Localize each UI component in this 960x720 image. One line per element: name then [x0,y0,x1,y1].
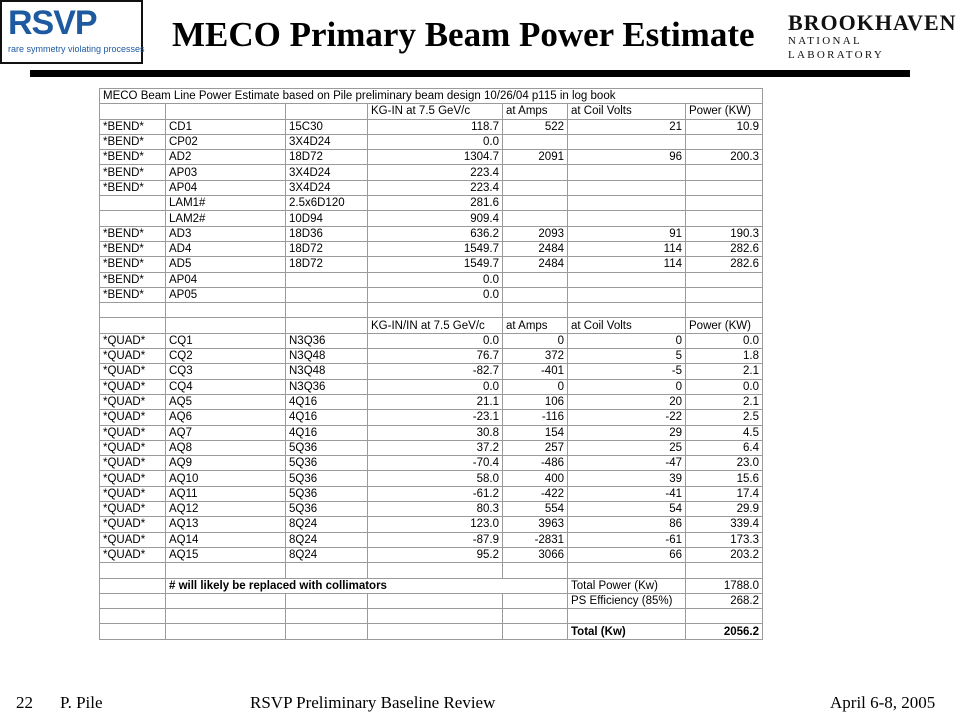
table-cell [686,609,763,624]
table-cell: 554 [503,502,568,517]
table-cell: CQ3 [166,364,286,379]
table-cell: 1549.7 [368,257,503,272]
table-cell: 123.0 [368,517,503,532]
table-cell: 372 [503,349,568,364]
table-cell: 106 [503,394,568,409]
table-cell: AQ7 [166,425,286,440]
table-cell: 95.2 [368,547,503,562]
spreadsheet-body [100,89,763,640]
table-cell: 29.9 [686,502,763,517]
table-cell: LAM2# [166,211,286,226]
table-cell: 25 [568,440,686,455]
table-cell: 3X4D24 [286,180,368,195]
table-cell: 86 [568,517,686,532]
table-cell [686,134,763,149]
table-cell: *QUAD* [100,440,166,455]
quad-magnet-row [100,502,763,517]
table-cell: AQ9 [166,456,286,471]
table-cell: 203.2 [686,547,763,562]
table-cell: 30.8 [368,425,503,440]
table-cell: 0 [568,333,686,348]
table-cell: 114 [568,257,686,272]
table-cell [100,578,166,593]
table-cell [286,624,368,639]
table-cell: 223.4 [368,165,503,180]
table-cell [503,303,568,318]
bnl-logo-name: BROOKHAVEN [788,10,957,35]
bend-magnet-row [100,165,763,180]
table-cell: 5Q36 [286,440,368,455]
quad-magnet-row [100,364,763,379]
bend-magnet-row [100,119,763,134]
table-cell: N3Q36 [286,333,368,348]
table-cell [568,211,686,226]
table-cell [100,211,166,226]
bend-magnet-row [100,257,763,272]
table-cell: *QUAD* [100,517,166,532]
table-cell [368,609,503,624]
table-cell [568,134,686,149]
table-cell: -23.1 [368,410,503,425]
grand-total-label: Total (Kw) [568,624,686,639]
table-cell: AQ5 [166,394,286,409]
table-cell: CD1 [166,119,286,134]
table-cell: 21.1 [368,394,503,409]
quad-magnet-row [100,486,763,501]
table-cell: CP02 [166,134,286,149]
table-cell [503,196,568,211]
quad-magnet-row [100,394,763,409]
table-cell [503,134,568,149]
table-cell: 96 [568,150,686,165]
table-cell: 76.7 [368,349,503,364]
table-cell: *BEND* [100,257,166,272]
summary-row [100,593,763,608]
quad-magnet-row [100,440,763,455]
table-cell: 0.0 [686,333,763,348]
table-cell: 281.6 [368,196,503,211]
table-cell [166,624,286,639]
table-cell: 909.4 [368,211,503,226]
quad-magnet-row [100,547,763,562]
table-cell: 118.7 [368,119,503,134]
bend-magnet-row [100,272,763,287]
table-cell [686,287,763,302]
table-cell: 15C30 [286,119,368,134]
footer-slide-number: 22 [16,693,33,712]
table-cell: 21 [568,119,686,134]
table-cell: 3963 [503,517,568,532]
table-cell [100,624,166,639]
total-power-label: Total Power (Kw) [568,578,686,593]
column-header: KG-IN at 7.5 GeV/c [368,104,503,119]
table-cell: *BEND* [100,165,166,180]
table-cell: 3X4D24 [286,165,368,180]
table-cell: 5 [568,349,686,364]
table-cell [286,303,368,318]
quad-magnet-row [100,456,763,471]
table-cell: 0 [568,379,686,394]
table-cell [100,593,166,608]
footer-author: P. Pile [60,693,103,712]
rsvp-logo-tagline: rare symmetry violating processes [8,44,145,54]
table-cell: AQ12 [166,502,286,517]
table-cell: *BEND* [100,272,166,287]
table-cell [100,303,166,318]
table-cell [503,272,568,287]
table-cell: *QUAD* [100,502,166,517]
table-cell: 3066 [503,547,568,562]
table-cell: AQ15 [166,547,286,562]
table-cell: N3Q36 [286,379,368,394]
table-cell: *QUAD* [100,456,166,471]
table-cell: -401 [503,364,568,379]
column-header [166,104,286,119]
table-cell: 8Q24 [286,517,368,532]
table-cell [686,196,763,211]
table-cell: CQ4 [166,379,286,394]
table-cell: AQ14 [166,532,286,547]
table-cell [686,165,763,180]
table-cell: 8Q24 [286,532,368,547]
column-header: Power (KW) [686,104,763,119]
table-cell: 339.4 [686,517,763,532]
table-cell: 17.4 [686,486,763,501]
table-cell: 0.0 [368,333,503,348]
table-cell: 2.5x6D120 [286,196,368,211]
table-cell [568,563,686,578]
table-cell: AP05 [166,287,286,302]
quad-magnet-row [100,410,763,425]
table-cell: -5 [568,364,686,379]
quad-magnet-row [100,517,763,532]
table-cell: *BEND* [100,119,166,134]
table-cell: 2.5 [686,410,763,425]
table-cell [503,287,568,302]
header-row [100,318,763,333]
table-cell: AQ8 [166,440,286,455]
quad-magnet-row [100,379,763,394]
bend-magnet-row [100,211,763,226]
total-row [100,624,763,639]
empty-row [100,609,763,624]
table-cell: 39 [568,471,686,486]
column-header: at Amps [503,104,568,119]
table-cell: 54 [568,502,686,517]
table-cell: 1.8 [686,349,763,364]
table-cell: 522 [503,119,568,134]
table-cell: -70.4 [368,456,503,471]
table-cell: 18D72 [286,150,368,165]
table-cell [100,563,166,578]
rsvp-logo [0,0,143,64]
table-cell [568,180,686,195]
table-cell: 257 [503,440,568,455]
table-cell: 282.6 [686,241,763,256]
table-cell: 3X4D24 [286,134,368,149]
table-cell [686,272,763,287]
quad-magnet-row [100,349,763,364]
column-header: at Coil Volts [568,104,686,119]
table-cell: CQ1 [166,333,286,348]
table-cell [368,563,503,578]
table-cell: AP04 [166,272,286,287]
table-cell [100,196,166,211]
bend-magnet-row [100,287,763,302]
table-cell: AD3 [166,226,286,241]
ps-efficiency-value: 268.2 [686,593,763,608]
table-cell: 0 [503,333,568,348]
table-cell: *QUAD* [100,379,166,394]
note-row [100,578,763,593]
table-cell: -61.2 [368,486,503,501]
table-cell: *QUAD* [100,547,166,562]
column-header: Power (KW) [686,318,763,333]
bend-magnet-row [100,150,763,165]
table-cell: CQ2 [166,349,286,364]
table-cell: AP03 [166,165,286,180]
sheet-caption: MECO Beam Line Power Estimate based on Pile preliminary beam design 10/26/04 p115 in log book [100,89,763,104]
table-cell [166,593,286,608]
table-cell: 29 [568,425,686,440]
table-cell: *QUAD* [100,410,166,425]
table-cell [503,563,568,578]
table-cell: 18D36 [286,226,368,241]
table-cell: *BEND* [100,241,166,256]
table-cell: N3Q48 [286,364,368,379]
table-cell: 0.0 [686,379,763,394]
header-row [100,104,763,119]
table-cell: 636.2 [368,226,503,241]
table-cell: 18D72 [286,257,368,272]
table-cell: 37.2 [368,440,503,455]
column-header: at Amps [503,318,568,333]
column-header [286,104,368,119]
bend-magnet-row [100,134,763,149]
table-cell [286,609,368,624]
column-header [100,318,166,333]
title-divider [30,70,910,77]
table-cell [368,624,503,639]
grand-total-value: 2056.2 [686,624,763,639]
table-cell [686,303,763,318]
table-cell: -47 [568,456,686,471]
table-cell: -61 [568,532,686,547]
table-cell [568,196,686,211]
table-cell: *BEND* [100,226,166,241]
table-cell: 80.3 [368,502,503,517]
footer-event: RSVP Preliminary Baseline Review [250,693,496,712]
table-cell: 173.3 [686,532,763,547]
table-cell: AP04 [166,180,286,195]
table-cell [166,563,286,578]
table-cell: 2.1 [686,394,763,409]
table-cell: 1304.7 [368,150,503,165]
table-cell: 1549.7 [368,241,503,256]
table-cell: AQ10 [166,471,286,486]
bend-magnet-row [100,180,763,195]
empty-row [100,303,763,318]
table-cell: 20 [568,394,686,409]
ps-efficiency-label: PS Efficiency (85%) [568,593,686,608]
table-cell: 2.1 [686,364,763,379]
table-cell: 5Q36 [286,456,368,471]
table-cell [686,211,763,226]
table-cell: 0.0 [368,379,503,394]
table-cell: 58.0 [368,471,503,486]
table-cell: -82.7 [368,364,503,379]
table-cell [166,609,286,624]
table-cell: 5Q36 [286,486,368,501]
empty-row [100,563,763,578]
table-cell: *QUAD* [100,471,166,486]
table-cell: 0.0 [368,134,503,149]
table-cell: -2831 [503,532,568,547]
table-cell: AD2 [166,150,286,165]
table-cell: -422 [503,486,568,501]
table-cell: LAM1# [166,196,286,211]
table-cell: 23.0 [686,456,763,471]
bend-magnet-row [100,196,763,211]
table-cell: 8Q24 [286,547,368,562]
bnl-logo [788,10,958,61]
table-cell: 66 [568,547,686,562]
quad-magnet-row [100,471,763,486]
table-cell: 190.3 [686,226,763,241]
table-cell [503,593,568,608]
table-cell: 18D72 [286,241,368,256]
table-cell: 154 [503,425,568,440]
table-cell: -41 [568,486,686,501]
table-cell [568,287,686,302]
table-cell: 0.0 [368,272,503,287]
table-cell: 114 [568,241,686,256]
column-header: at Coil Volts [568,318,686,333]
table-cell: 223.4 [368,180,503,195]
table-cell: *BEND* [100,180,166,195]
table-cell [166,303,286,318]
table-cell: AD4 [166,241,286,256]
table-cell: AQ6 [166,410,286,425]
bend-magnet-row [100,241,763,256]
table-cell [568,609,686,624]
table-cell: *QUAD* [100,425,166,440]
table-cell [286,287,368,302]
table-cell: 2093 [503,226,568,241]
table-cell: 10.9 [686,119,763,134]
bend-magnet-row [100,226,763,241]
table-cell [100,609,166,624]
table-cell: 2091 [503,150,568,165]
table-cell: -87.9 [368,532,503,547]
table-cell [686,180,763,195]
table-cell: 200.3 [686,150,763,165]
power-estimate-spreadsheet [99,88,763,640]
table-cell: *BEND* [100,150,166,165]
table-cell: *QUAD* [100,333,166,348]
table-cell [286,272,368,287]
footer-date: April 6-8, 2005 [830,693,936,712]
table-cell: N3Q48 [286,349,368,364]
table-cell [503,211,568,226]
column-header [286,318,368,333]
table-cell: 91 [568,226,686,241]
table-cell [368,593,503,608]
table-cell: 5Q36 [286,471,368,486]
table-cell: 282.6 [686,257,763,272]
table-cell [503,165,568,180]
column-header [100,104,166,119]
table-cell: *QUAD* [100,486,166,501]
table-cell: 2484 [503,257,568,272]
table-cell [568,165,686,180]
table-cell: 0.0 [368,287,503,302]
table-cell: *QUAD* [100,532,166,547]
column-header: KG-IN/IN at 7.5 GeV/c [368,318,503,333]
quad-magnet-row [100,532,763,547]
table-cell: 5Q36 [286,502,368,517]
table-cell [286,593,368,608]
table-cell: 4Q16 [286,410,368,425]
caption-row [100,89,763,104]
table-cell [568,303,686,318]
table-cell: 4Q16 [286,394,368,409]
quad-magnet-row [100,425,763,440]
table-cell: 2484 [503,241,568,256]
table-cell: *QUAD* [100,394,166,409]
table-cell: AQ13 [166,517,286,532]
table-cell: *BEND* [100,287,166,302]
table-cell: *QUAD* [100,364,166,379]
table-cell [286,563,368,578]
table-cell: 4Q16 [286,425,368,440]
table-cell [503,609,568,624]
total-power-value: 1788.0 [686,578,763,593]
column-header [166,318,286,333]
table-cell [368,303,503,318]
table-cell [503,180,568,195]
table-cell: 4.5 [686,425,763,440]
table-cell: 400 [503,471,568,486]
slide-title: MECO Primary Beam Power Estimate [172,15,755,54]
table-cell: AQ11 [166,486,286,501]
table-cell: -22 [568,410,686,425]
table-cell [568,272,686,287]
table-cell: -486 [503,456,568,471]
table-cell: *BEND* [100,134,166,149]
table-cell: -116 [503,410,568,425]
table-cell: 10D94 [286,211,368,226]
table-cell: *QUAD* [100,349,166,364]
table-cell: AD5 [166,257,286,272]
rsvp-logo-mark: RSVP [8,4,97,42]
table-cell [686,563,763,578]
bnl-logo-subtitle: NATIONAL LABORATORY [788,35,885,61]
collimator-note: # will likely be replaced with collimators [166,578,568,593]
table-cell: 15.6 [686,471,763,486]
table-cell: 0 [503,379,568,394]
quad-magnet-row [100,333,763,348]
table-cell [503,624,568,639]
table-cell: 6.4 [686,440,763,455]
